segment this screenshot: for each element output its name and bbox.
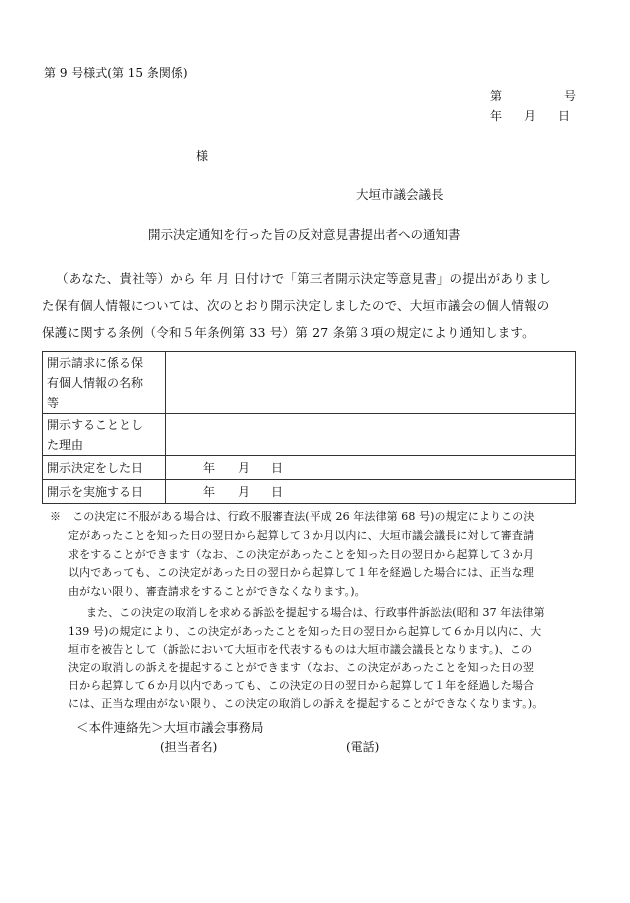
disclosure-info-table — [42, 351, 576, 504]
label-decision-date: 開示決定をした日 — [43, 456, 166, 480]
note-line: 垣市を被告として（訴訟において大垣市を代表するものは大垣市議会議長となります。)、この — [68, 643, 533, 656]
table-row-decision-date — [43, 456, 576, 480]
table-row-reason — [43, 414, 576, 456]
note-line: また、この決定の取消しを求める訴訟を提起する場合は、行政事件訴訟法(昭和 37 年法律第 — [86, 606, 545, 619]
value-implementation-date: 年 月 日 — [166, 480, 576, 504]
note-line: 求をすることができます（なお、この決定があったことを知った日の翌日から起算して３か月 — [68, 548, 535, 561]
note-line: 決定の取消しの訴えを提起することができます（なお、この決定があったことを知った日の翌 — [68, 661, 535, 674]
value-decision-date: 年 月 日 — [166, 456, 576, 480]
note-line: 由がない限り、審査請求をすることができなくなります。)。 — [68, 585, 366, 598]
note-line: には、正当な理由がない限り、この決定の取消しの訴えを提起することができなくなります。)。 — [68, 697, 544, 710]
addressee-honorific: 様 — [196, 149, 209, 163]
sender-name: 大垣市議会議長 — [356, 187, 444, 202]
note-line: 139 号)の規定により、この決定があったことを知った日の翌日から起算して６か月以内に、大 — [68, 625, 542, 638]
contact-office: ＜本件連絡先＞大垣市議会事務局 — [76, 720, 264, 735]
date-day-label: 日 — [558, 109, 571, 123]
note-line: 以内であっても、この決定があった日の翌日から起算して１年を経過した場合には、正当な理 — [68, 566, 534, 579]
date-year-label: 年 — [490, 109, 503, 123]
body-paragraph-line-3: 保護に関する条例（令和５年条例第 33 号）第 27 条第３項の規定により通知します。 — [42, 325, 535, 340]
contact-phone-label: (電話) — [346, 740, 380, 754]
document-number-suffix: 号 — [564, 89, 577, 103]
label-info-name: 開示請求に係る保 有個人情報の名称 等 — [43, 352, 166, 414]
value-reason — [166, 414, 576, 456]
contact-person-label: (担当者名) — [160, 740, 218, 754]
note-line: 定があったことを知った日の翌日から起算して３か月以内に、大垣市議会議長に対して審査請 — [68, 529, 535, 542]
date-month-label: 月 — [524, 109, 537, 123]
document-title: 開示決定通知を行った旨の反対意見書提出者への通知書 — [148, 227, 461, 242]
form-number: 第 9 号様式(第 15 条関係) — [44, 66, 188, 80]
value-info-name — [166, 352, 576, 414]
note-line: ※ この決定に不服がある場合は、行政不服審査法(平成 26 年法律第 68 号)の規定によりこの決 — [50, 510, 535, 523]
body-paragraph-line-2: た保有個人情報については、次のとおり開示決定しましたので、大垣市議会の個人情報の — [42, 298, 550, 313]
label-reason: 開示することとし た理由 — [43, 414, 166, 456]
note-line: 日から起算して６か月以内であっても、この決定の日の翌日から起算して１年を経過した場合 — [68, 679, 535, 692]
table-row-info-name — [43, 352, 576, 414]
table-row-implementation-date — [43, 480, 576, 504]
body-paragraph-line-1: （あなた、貴社等）から 年 月 日付けで「第三者開示決定等意見書」の提出がありまし — [56, 271, 552, 286]
document-number-label: 第 — [490, 89, 503, 103]
label-implementation-date: 開示を実施する日 — [43, 480, 166, 504]
